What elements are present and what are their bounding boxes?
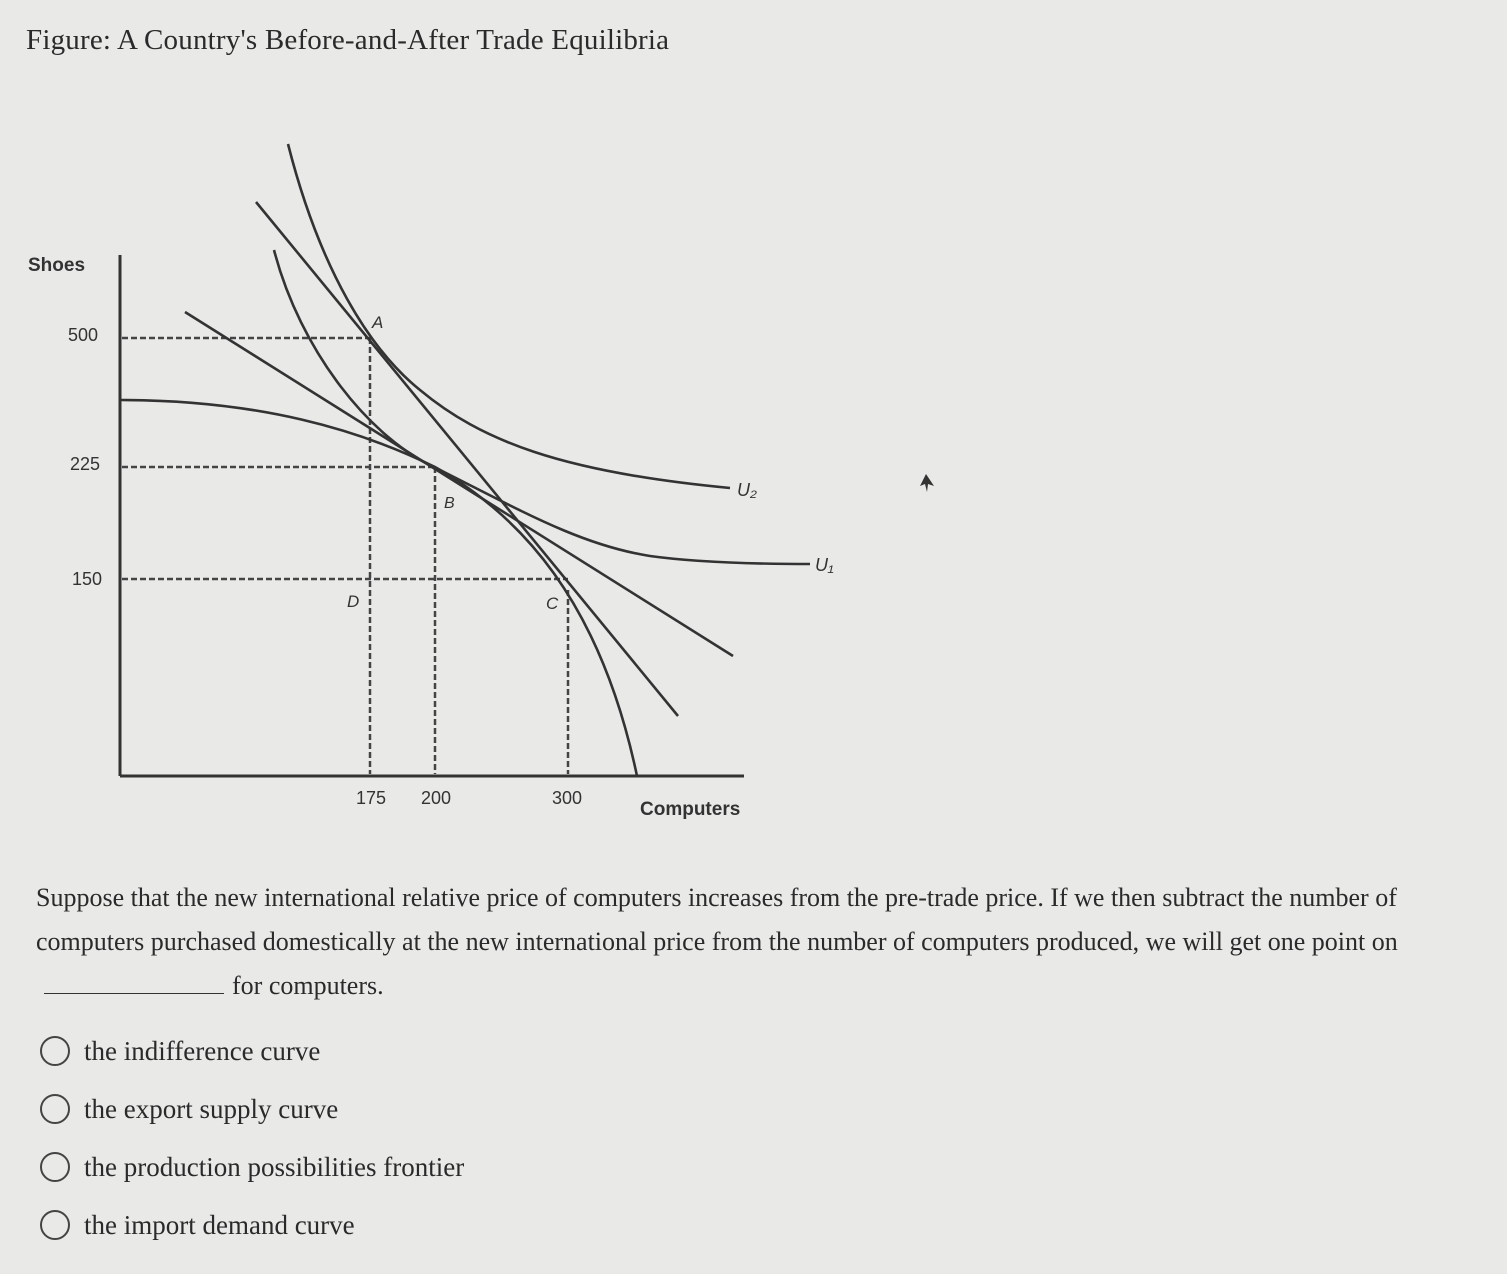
question-text <box>36 876 1476 1008</box>
radio-button[interactable] <box>40 1152 70 1182</box>
x-tick-label: 175 <box>356 788 387 808</box>
radio-button[interactable] <box>40 1036 70 1066</box>
curve-label-u1: U₁ <box>815 555 834 575</box>
point-label-d: D <box>347 592 360 611</box>
question-text-before: Suppose that the new international relative price of computers increases from the pre-trade price. If we then subtract the number of computers purchased domestically at the new international price from the number of computers produced, we will get one point on <box>36 883 1398 956</box>
option-indifference-curve[interactable] <box>40 1022 464 1080</box>
answer-blank <box>44 967 224 994</box>
option-production-possibilities-frontier[interactable] <box>40 1138 464 1196</box>
figure-title: Figure: A Country's Before-and-After Trade Equilibria <box>26 24 670 56</box>
y-tick-label: 150 <box>72 569 103 589</box>
question-text-after: for computers. <box>232 971 384 1000</box>
trade-equilibria-figure <box>0 120 900 840</box>
option-export-supply-curve[interactable] <box>40 1080 464 1138</box>
option-label: the indifference curve <box>84 1035 321 1066</box>
option-label: the export supply curve <box>84 1093 339 1124</box>
y-tick-label: 225 <box>70 454 101 474</box>
pre-trade-price-line <box>256 202 678 716</box>
curve-label-u2: U₂ <box>737 480 757 500</box>
y-tick-label: 500 <box>68 325 99 345</box>
y-axis-label: Shoes <box>28 255 86 276</box>
point-label-a: A <box>372 313 384 332</box>
production-possibilities-frontier <box>120 400 637 776</box>
point-label-c: C <box>546 594 559 613</box>
radio-button[interactable] <box>40 1094 70 1124</box>
point-label-b: B <box>444 495 455 512</box>
option-label: the production possibilities frontier <box>84 1151 465 1182</box>
indifference-curve-u2 <box>288 144 730 488</box>
world-price-line <box>185 312 733 656</box>
indifference-curve-u1 <box>274 250 810 564</box>
option-import-demand-curve[interactable] <box>40 1196 464 1254</box>
figure-svg <box>0 120 900 840</box>
radio-button[interactable] <box>40 1210 70 1240</box>
x-tick-label: 200 <box>421 788 452 808</box>
x-tick-label: 300 <box>552 788 583 808</box>
x-axis-label: Computers <box>640 799 741 820</box>
mouse-pointer-icon <box>918 472 938 498</box>
option-label: the import demand curve <box>84 1209 355 1240</box>
answer-options <box>40 1022 464 1254</box>
